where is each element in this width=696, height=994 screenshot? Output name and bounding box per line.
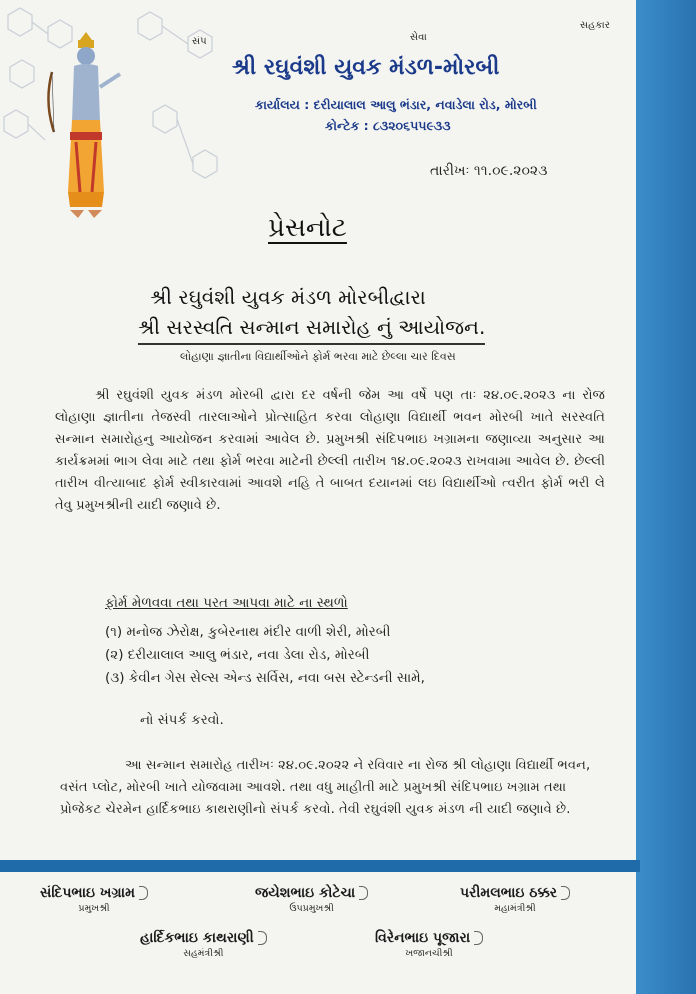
signature-mark-icon	[258, 931, 267, 945]
press-note-title: પ્રેસનોટ	[268, 213, 347, 243]
deity-illustration	[40, 32, 130, 222]
motto-word-right: સહકાર	[580, 20, 610, 31]
signature-mark-icon	[359, 886, 368, 900]
divider-bar	[0, 860, 640, 872]
signatory-4	[140, 930, 267, 959]
signatory-name: હાર્દિકભાઇ કાથરાણી	[140, 930, 267, 946]
closing-paragraph-text: આ સન્માન સમારોહ તારીખઃ ૨૪.૦૯.૨૦૨૨ ને રવિવાર ના રોજ શ્રી લોહાણા વિદ્યાર્થી ભવન, વસંત પ્લોટ, મોરબી ખાતે યોજવામા આવશે. તથા વધુ માહીતી માટે પ્રમુખશ્રી સંદિપભાઇ ખગ્રામ તથા પ્રોજેકટ ચેરમેન હાર્દિકભાઇ કાથરાણીનો સંપર્ક કરવો. તેવી રઘુવંશી યુવક મંડળ ની યાદી જણાવે છે.	[60, 758, 591, 817]
main-paragraph-text: શ્રી રઘુવંશી યુવક મંડળ મોરબી દ્વારા દર વર્ષની જેમ આ વર્ષે પણ તાઃ ૨૪.૦૯.૨૦૨૩ ના રોજ લોહાણા જ્ઞાતીના તેજસ્વી તારલાઓને પ્રોત્સાહિત કરવા લોહાણા વિદ્યાર્થી ભવન મોરબી ખાતે સરસ્વતિ સન્માન સમારોહનુ આયોજન કરવામાં આવેલ છે. પ્રમુખશ્રી સંદિપભાઇ ખગ્રામના જણાવ્યા અનુસાર આ કાર્યક્રમમાં ભાગ લેવા માટે તથા ફોર્મ ભરવા માટેની છેલ્લી તારીખ ૧૪.૦૯.૨૦૨૩ રાખવામા આવેલ છે. છેલ્લી તારીખ વીત્યાબાદ ફોર્મ સ્વીકારવામાં આવશે નહિ તે બાબત દયાનમાં લઇ વિદ્યાર્થીઓ ત્વરીત ફોર્મ ભરી લે તેવુ પ્રમુખશ્રીની યાદી જણાવે છે.	[55, 388, 605, 513]
signature-mark-icon	[561, 886, 570, 900]
location-item-2: (૨) દરીયાલાલ આલુ ભંડાર, નવા ડેલા રોડ, મોરબી	[105, 647, 370, 663]
signatory-role: ઉપપ્રમુખશ્રી	[289, 903, 334, 914]
signature-mark-icon	[139, 886, 148, 900]
signatory-role: સહમંત્રીશ્રી	[183, 948, 224, 959]
signatory-role: મહામંત્રીશ્રી	[494, 903, 536, 914]
locations-heading: ફોર્મ મેળવવા તથા પરત આપવા માટે ના સ્થળો	[105, 595, 348, 611]
signatory-name: જયેશભાઇ કોટેચા	[255, 885, 368, 901]
location-item-3: (૩) કેવીન ગેસ સેલ્સ એન્ડ સર્વિસ, નવા બસ સ્ટેન્ડની સામે,	[105, 670, 425, 686]
headline-line-2: શ્રી સરસ્વતિ સન્માન સમારોહ નું આયોજન.	[138, 315, 485, 345]
motto-word-left: સંપ	[192, 36, 207, 47]
signatory-name: પરીમલભાઇ ઠક્કર	[460, 885, 570, 901]
locations-footer: નો સંપર્ક કરવો.	[140, 712, 224, 728]
office-address: કાર્યાલય : દરીયાલાલ આલુ ભંડાર, નવાડેલા રોડ, મોરબી	[255, 97, 537, 112]
headline-line-1: શ્રી રઘુવંશી યુવક મંડળ મોરબીદ્વારા	[150, 285, 426, 309]
contact-number: કોન્ટેક : ૮૩૨૦૬૫૫૯૩૩	[325, 118, 451, 133]
blue-background-edge	[636, 0, 696, 994]
closing-paragraph	[60, 755, 610, 821]
signatory-name: સંદિપભાઇ ખગ્રામ	[40, 885, 148, 901]
signatory-name: વિરેનભાઇ પૂજારા	[375, 930, 483, 946]
signatory-5	[375, 930, 483, 959]
main-paragraph	[55, 385, 605, 517]
signatory-1	[40, 885, 148, 914]
organization-name: શ્રી રઘુવંશી યુવક મંડળ-મોરબી	[232, 55, 500, 80]
signature-mark-icon	[474, 931, 483, 945]
headline-subtitle: લોહાણા જ્ઞાતીના વિદ્યાર્થીઓને ફોર્મ ભરવા માટે છેલ્લા ચાર દિવસ	[180, 350, 456, 363]
signatory-3	[460, 885, 570, 914]
signatory-role: પ્રમુખશ્રી	[78, 903, 110, 914]
signatory-2	[255, 885, 368, 914]
signatory-role: ખજાનચીશ્રી	[405, 948, 453, 959]
location-item-1: (૧) મનોજ ઝેરોક્ષ, કુબેરનાથ મંદીર વાળી શેરી, મોરબી	[105, 624, 391, 640]
motto-word-center: સેવા	[410, 32, 427, 43]
document-date: તારીખઃ ૧૧.૦૯.૨૦૨૩	[430, 163, 548, 179]
